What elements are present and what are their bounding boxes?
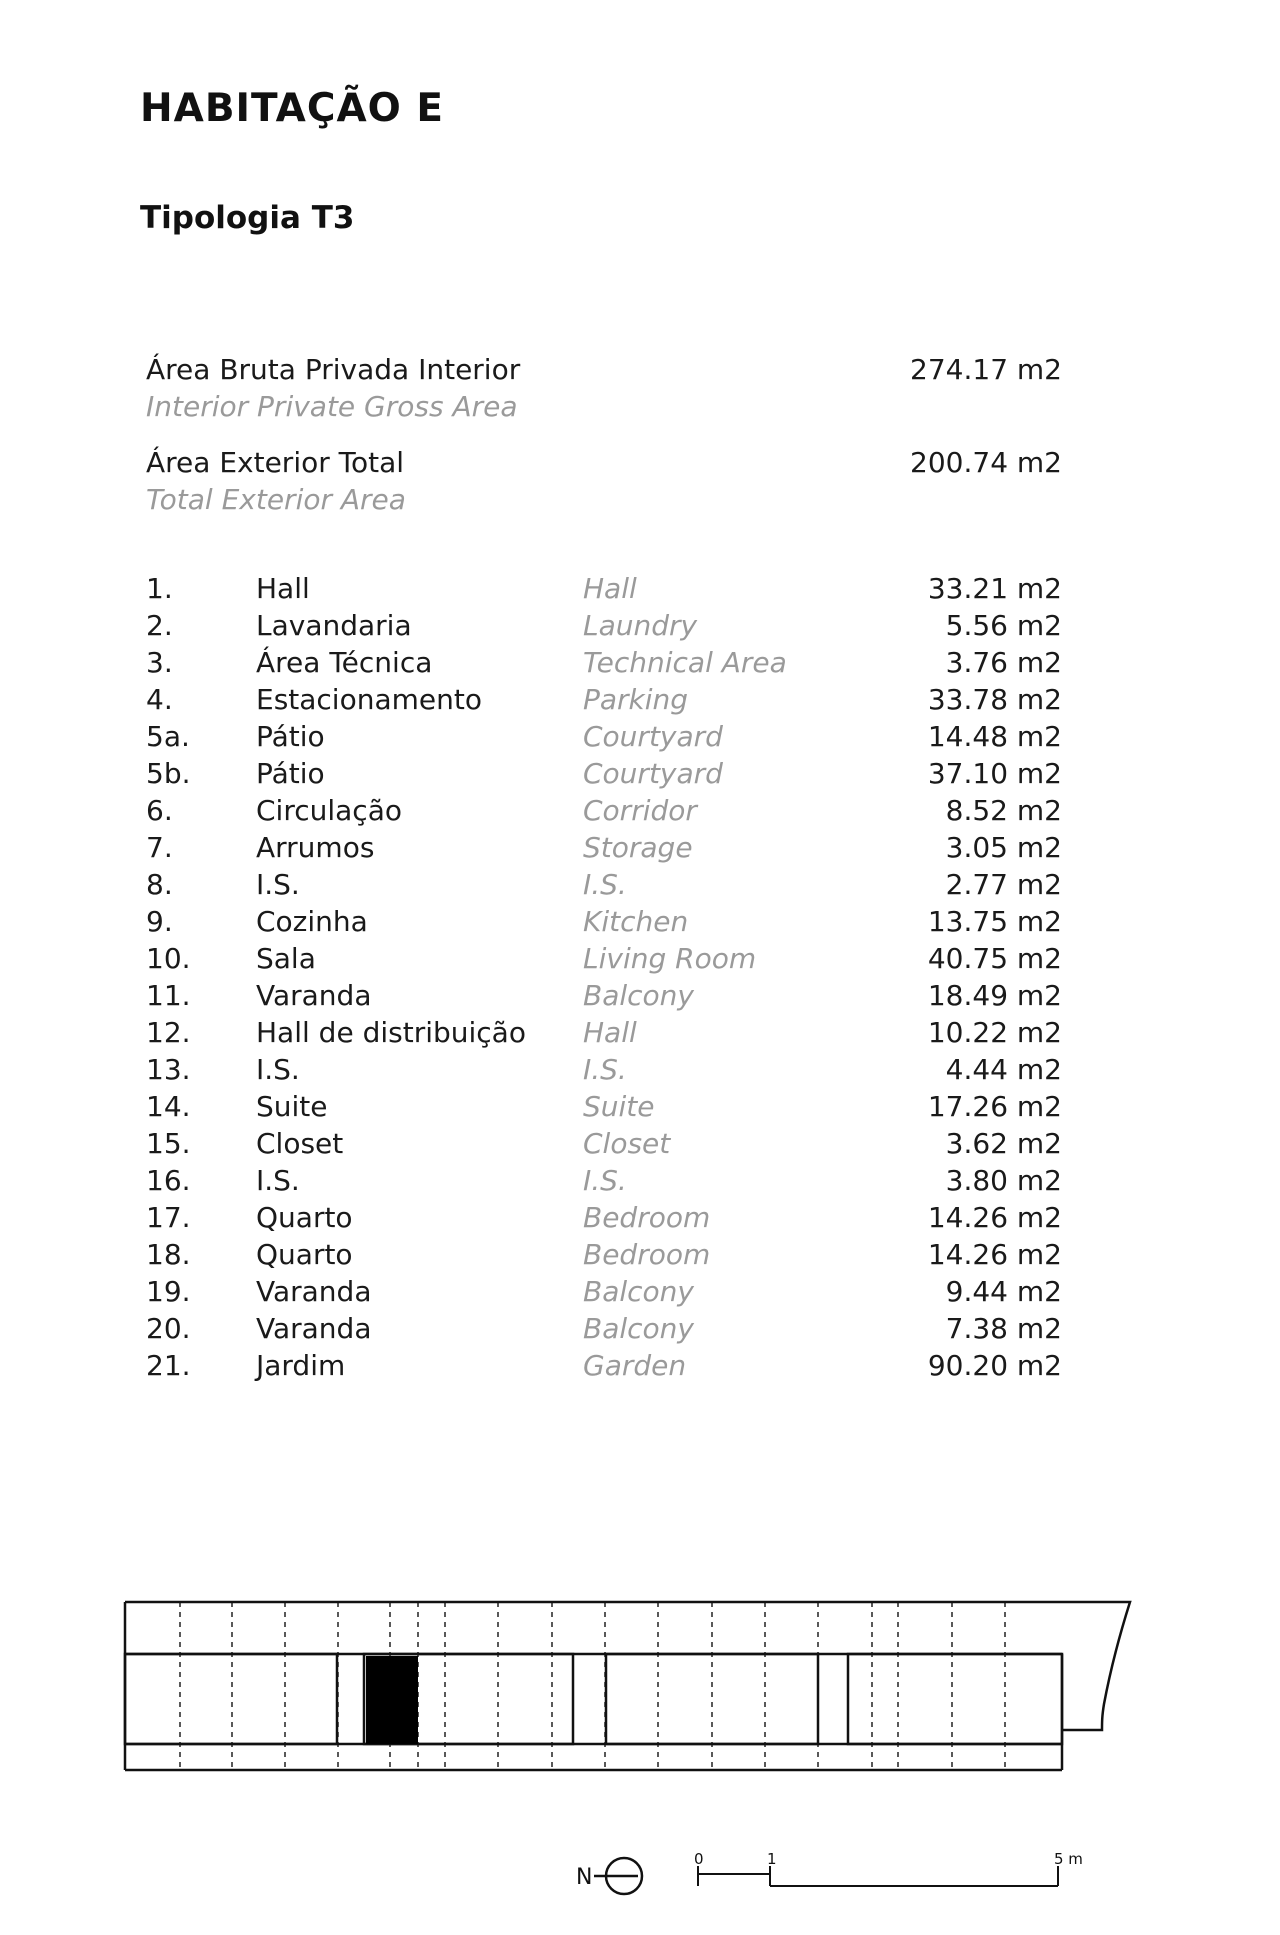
page-title: HABITAÇÃO E (140, 86, 444, 131)
room-area: 33.21 m2 (927, 572, 1062, 605)
summary-label-en: Total Exterior Area (146, 483, 406, 516)
room-area: 2.77 m2 (945, 868, 1062, 901)
key-plan-drawing (120, 1592, 1140, 1782)
room-area: 14.48 m2 (927, 720, 1062, 753)
room-number: 21. (146, 1349, 191, 1382)
room-area: 40.75 m2 (927, 942, 1062, 975)
room-area: 14.26 m2 (927, 1201, 1062, 1234)
scale-label-0: 0 (694, 1850, 704, 1868)
room-name-en: Storage (583, 831, 693, 864)
room-number: 17. (146, 1201, 191, 1234)
summary-exterior-area (146, 446, 1062, 520)
room-name-pt: Pátio (256, 720, 325, 753)
room-area: 10.22 m2 (927, 1016, 1062, 1049)
room-name-en: Balcony (583, 979, 694, 1012)
room-area: 18.49 m2 (927, 979, 1062, 1012)
scale-label-5m: 5 m (1054, 1850, 1083, 1868)
room-name-pt: Suite (256, 1090, 328, 1123)
room-name-en: Balcony (583, 1312, 694, 1345)
room-area: 9.44 m2 (945, 1275, 1062, 1308)
room-name-en: Closet (583, 1127, 671, 1160)
north-label: N (576, 1865, 593, 1890)
room-name-pt: I.S. (256, 868, 300, 901)
room-name-pt: I.S. (256, 1053, 300, 1086)
summary-value: 274.17 m2 (910, 353, 1062, 386)
room-number: 6. (146, 794, 173, 827)
room-name-en: Laundry (583, 609, 698, 642)
room-name-en: I.S. (583, 1053, 627, 1086)
room-row (146, 683, 1062, 720)
room-name-pt: Varanda (256, 1312, 372, 1345)
room-row (146, 1127, 1062, 1164)
room-row (146, 942, 1062, 979)
room-row (146, 979, 1062, 1016)
room-number: 14. (146, 1090, 191, 1123)
room-number: 9. (146, 905, 173, 938)
room-row (146, 1016, 1062, 1053)
room-area: 17.26 m2 (927, 1090, 1062, 1123)
room-name-pt: Sala (256, 942, 316, 975)
room-name-en: Hall (583, 1016, 637, 1049)
room-area-table (146, 572, 1062, 1386)
room-name-en: I.S. (583, 1164, 627, 1197)
room-number: 2. (146, 609, 173, 642)
room-area: 5.56 m2 (945, 609, 1062, 642)
room-number: 8. (146, 868, 173, 901)
room-name-pt: Estacionamento (256, 683, 482, 716)
room-row (146, 1312, 1062, 1349)
summary-label-en: Interior Private Gross Area (146, 390, 518, 423)
north-arrow-icon (574, 1852, 654, 1896)
typology-subtitle: Tipologia T3 (140, 200, 355, 236)
room-row (146, 646, 1062, 683)
room-row (146, 794, 1062, 831)
room-name-en: Corridor (583, 794, 697, 827)
room-number: 11. (146, 979, 191, 1012)
scale-bar (688, 1846, 1108, 1896)
room-name-en: Living Room (583, 942, 757, 975)
room-area: 33.78 m2 (927, 683, 1062, 716)
room-name-pt: Jardim (256, 1349, 346, 1382)
room-name-pt: Quarto (256, 1201, 353, 1234)
room-row (146, 1349, 1062, 1386)
room-row (146, 1275, 1062, 1312)
room-row (146, 905, 1062, 942)
room-row (146, 1238, 1062, 1275)
room-name-en: Bedroom (583, 1201, 711, 1234)
room-name-pt: Varanda (256, 1275, 372, 1308)
room-name-pt: Pátio (256, 757, 325, 790)
room-area: 90.20 m2 (927, 1349, 1062, 1382)
room-row (146, 1201, 1062, 1238)
room-area: 4.44 m2 (945, 1053, 1062, 1086)
room-number: 1. (146, 572, 173, 605)
room-name-pt: Cozinha (256, 905, 368, 938)
room-number: 3. (146, 646, 173, 679)
room-area: 3.05 m2 (945, 831, 1062, 864)
room-row (146, 609, 1062, 646)
room-name-pt: Circulação (256, 794, 402, 827)
room-row (146, 720, 1062, 757)
room-number: 19. (146, 1275, 191, 1308)
room-number: 20. (146, 1312, 191, 1345)
room-area: 37.10 m2 (927, 757, 1062, 790)
room-name-pt: Arrumos (256, 831, 375, 864)
room-row (146, 572, 1062, 609)
room-number: 18. (146, 1238, 191, 1271)
room-name-en: I.S. (583, 868, 627, 901)
room-area: 14.26 m2 (927, 1238, 1062, 1271)
room-name-pt: Área Técnica (256, 646, 433, 679)
room-row (146, 757, 1062, 794)
room-row (146, 1053, 1062, 1090)
room-area: 3.80 m2 (945, 1164, 1062, 1197)
room-number: 13. (146, 1053, 191, 1086)
room-area: 3.62 m2 (945, 1127, 1062, 1160)
room-name-en: Parking (583, 683, 689, 716)
room-name-en: Balcony (583, 1275, 694, 1308)
room-name-pt: Closet (256, 1127, 344, 1160)
room-number: 7. (146, 831, 173, 864)
room-name-en: Garden (583, 1349, 687, 1382)
room-name-en: Suite (583, 1090, 655, 1123)
summary-value: 200.74 m2 (910, 446, 1062, 479)
room-name-pt: Varanda (256, 979, 372, 1012)
summary-label-pt: Área Exterior Total (146, 446, 405, 479)
room-name-pt: Lavandaria (256, 609, 412, 642)
room-number: 12. (146, 1016, 191, 1049)
room-name-en: Kitchen (583, 905, 689, 938)
room-name-en: Courtyard (583, 757, 723, 790)
room-area: 3.76 m2 (945, 646, 1062, 679)
room-name-en: Hall (583, 572, 637, 605)
room-name-en: Bedroom (583, 1238, 711, 1271)
summary-label-pt: Área Bruta Privada Interior (146, 353, 521, 386)
room-name-pt: Quarto (256, 1238, 353, 1271)
room-row (146, 1090, 1062, 1127)
key-plan-outline (125, 1602, 1130, 1770)
room-row (146, 868, 1062, 905)
room-name-pt: Hall de distribuição (256, 1016, 526, 1049)
room-name-en: Courtyard (583, 720, 723, 753)
room-number: 10. (146, 942, 191, 975)
room-number: 4. (146, 683, 173, 716)
room-name-en: Technical Area (583, 646, 787, 679)
room-area: 7.38 m2 (945, 1312, 1062, 1345)
room-number: 16. (146, 1164, 191, 1197)
room-name-pt: I.S. (256, 1164, 300, 1197)
highlighted-unit (366, 1656, 418, 1744)
room-name-pt: Hall (256, 572, 310, 605)
summary-interior-area (146, 353, 1062, 427)
scale-label-1: 1 (767, 1850, 777, 1868)
room-area: 8.52 m2 (945, 794, 1062, 827)
room-number: 15. (146, 1127, 191, 1160)
room-number: 5b. (146, 757, 191, 790)
room-row (146, 831, 1062, 868)
room-area: 13.75 m2 (927, 905, 1062, 938)
room-row (146, 1164, 1062, 1201)
room-number: 5a. (146, 720, 190, 753)
